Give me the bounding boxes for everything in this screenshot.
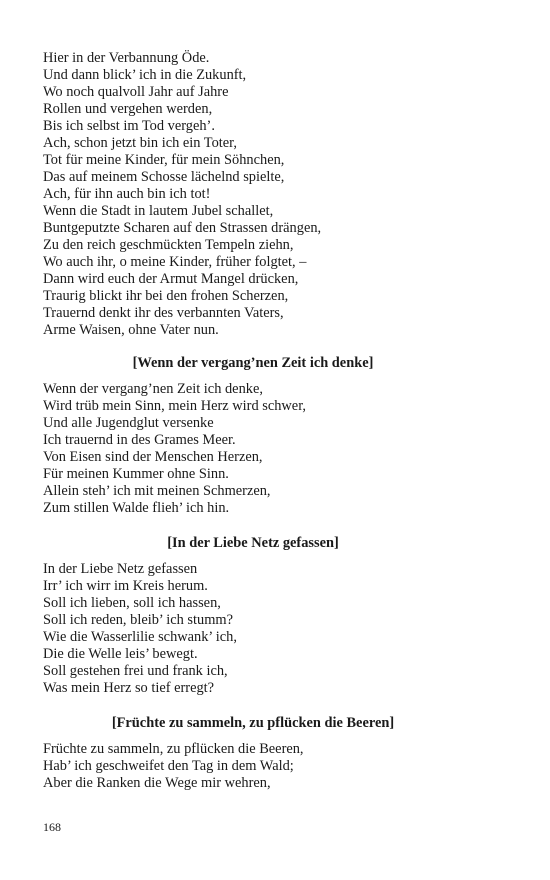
poem-line: Wenn der vergang’nen Zeit ich denke, bbox=[43, 381, 263, 397]
poem-line: Zum stillen Walde flieh’ ich hin. bbox=[43, 500, 230, 516]
poem-line: Wo auch ihr, o meine Kinder, früher folgtet, – bbox=[43, 254, 307, 270]
poem-line: Traurig blickt ihr bei den frohen Scherzen, bbox=[43, 288, 289, 304]
poem-line: Und alle Jugendglut versenke bbox=[43, 415, 214, 431]
poem-line: Allein steh’ ich mit meinen Schmerzen, bbox=[43, 483, 271, 499]
poem-line: Bis ich selbst im Tod vergeh’. bbox=[43, 118, 215, 134]
poem-line: Was mein Herz so tief erregt? bbox=[43, 680, 215, 696]
poem-line: Ach, für ihn auch bin ich tot! bbox=[43, 186, 211, 202]
poem-line: Ich trauernd in des Grames Meer. bbox=[43, 432, 236, 448]
poem-line: Für meinen Kummer ohne Sinn. bbox=[43, 466, 229, 482]
poem-line: Tot für meine Kinder, für mein Söhnchen, bbox=[43, 152, 285, 168]
poem-wenn-der-vergangnen bbox=[43, 355, 463, 517]
poem-line: Von Eisen sind der Menschen Herzen, bbox=[43, 449, 263, 465]
poem-line: Wie die Wasserlilie schwank’ ich, bbox=[43, 629, 237, 645]
poem-fruechte-zu-sammeln bbox=[43, 715, 463, 792]
page-number: 168 bbox=[43, 820, 61, 834]
poem-line: Aber die Ranken die Wege mir wehren, bbox=[43, 775, 271, 791]
poem-line: Soll ich lieben, soll ich hassen, bbox=[43, 595, 221, 611]
poem-line: Ach, schon jetzt bin ich ein Toter, bbox=[43, 135, 237, 151]
poem-line: Wird trüb mein Sinn, mein Herz wird schwer, bbox=[43, 398, 307, 414]
poem-line: Trauernd denkt ihr des verbannten Vaters, bbox=[43, 305, 284, 321]
poem-line: Arme Waisen, ohne Vater nun. bbox=[43, 322, 219, 338]
poem-line: Und dann blick’ ich in die Zukunft, bbox=[43, 67, 247, 83]
poem-line: Soll gestehen frei und frank ich, bbox=[43, 663, 228, 679]
poem-line: Hab’ ich geschweifet den Tag in dem Wald; bbox=[43, 758, 294, 774]
poem-title: [Wenn der vergang’nen Zeit ich denke] bbox=[132, 355, 374, 371]
poem-line: Zu den reich geschmückten Tempeln ziehn, bbox=[43, 237, 294, 253]
page-text bbox=[43, 50, 463, 792]
poem-line: Dann wird euch der Armut Mangel drücken, bbox=[43, 271, 299, 287]
poem-line: Wenn die Stadt in lautem Jubel schallet, bbox=[43, 203, 274, 219]
poem-line: Buntgeputzte Scharen auf den Strassen drängen, bbox=[43, 220, 322, 236]
poem-line: Rollen und vergehen werden, bbox=[43, 101, 213, 117]
poem-line: Wo noch qualvoll Jahr auf Jahre bbox=[43, 84, 229, 100]
poem-line: Irr’ ich wirr im Kreis herum. bbox=[43, 578, 208, 594]
poem-line: Hier in der Verbannung Öde. bbox=[43, 50, 210, 66]
poem-line: Das auf meinem Schosse lächelnd spielte, bbox=[43, 169, 285, 185]
poem-line: In der Liebe Netz gefassen bbox=[43, 561, 198, 577]
poem-line: Die die Welle leis’ bewegt. bbox=[43, 646, 198, 662]
poem-title: [Früchte zu sammeln, zu pflücken die Beeren] bbox=[111, 715, 395, 731]
poem-in-der-liebe-netz bbox=[43, 535, 463, 697]
poem-line: Früchte zu sammeln, zu pflücken die Beeren, bbox=[43, 741, 304, 757]
poem-title: [In der Liebe Netz gefassen] bbox=[167, 535, 339, 551]
continuation-stanza bbox=[43, 50, 463, 339]
poem-line: Soll ich reden, bleib’ ich stumm? bbox=[43, 612, 233, 628]
